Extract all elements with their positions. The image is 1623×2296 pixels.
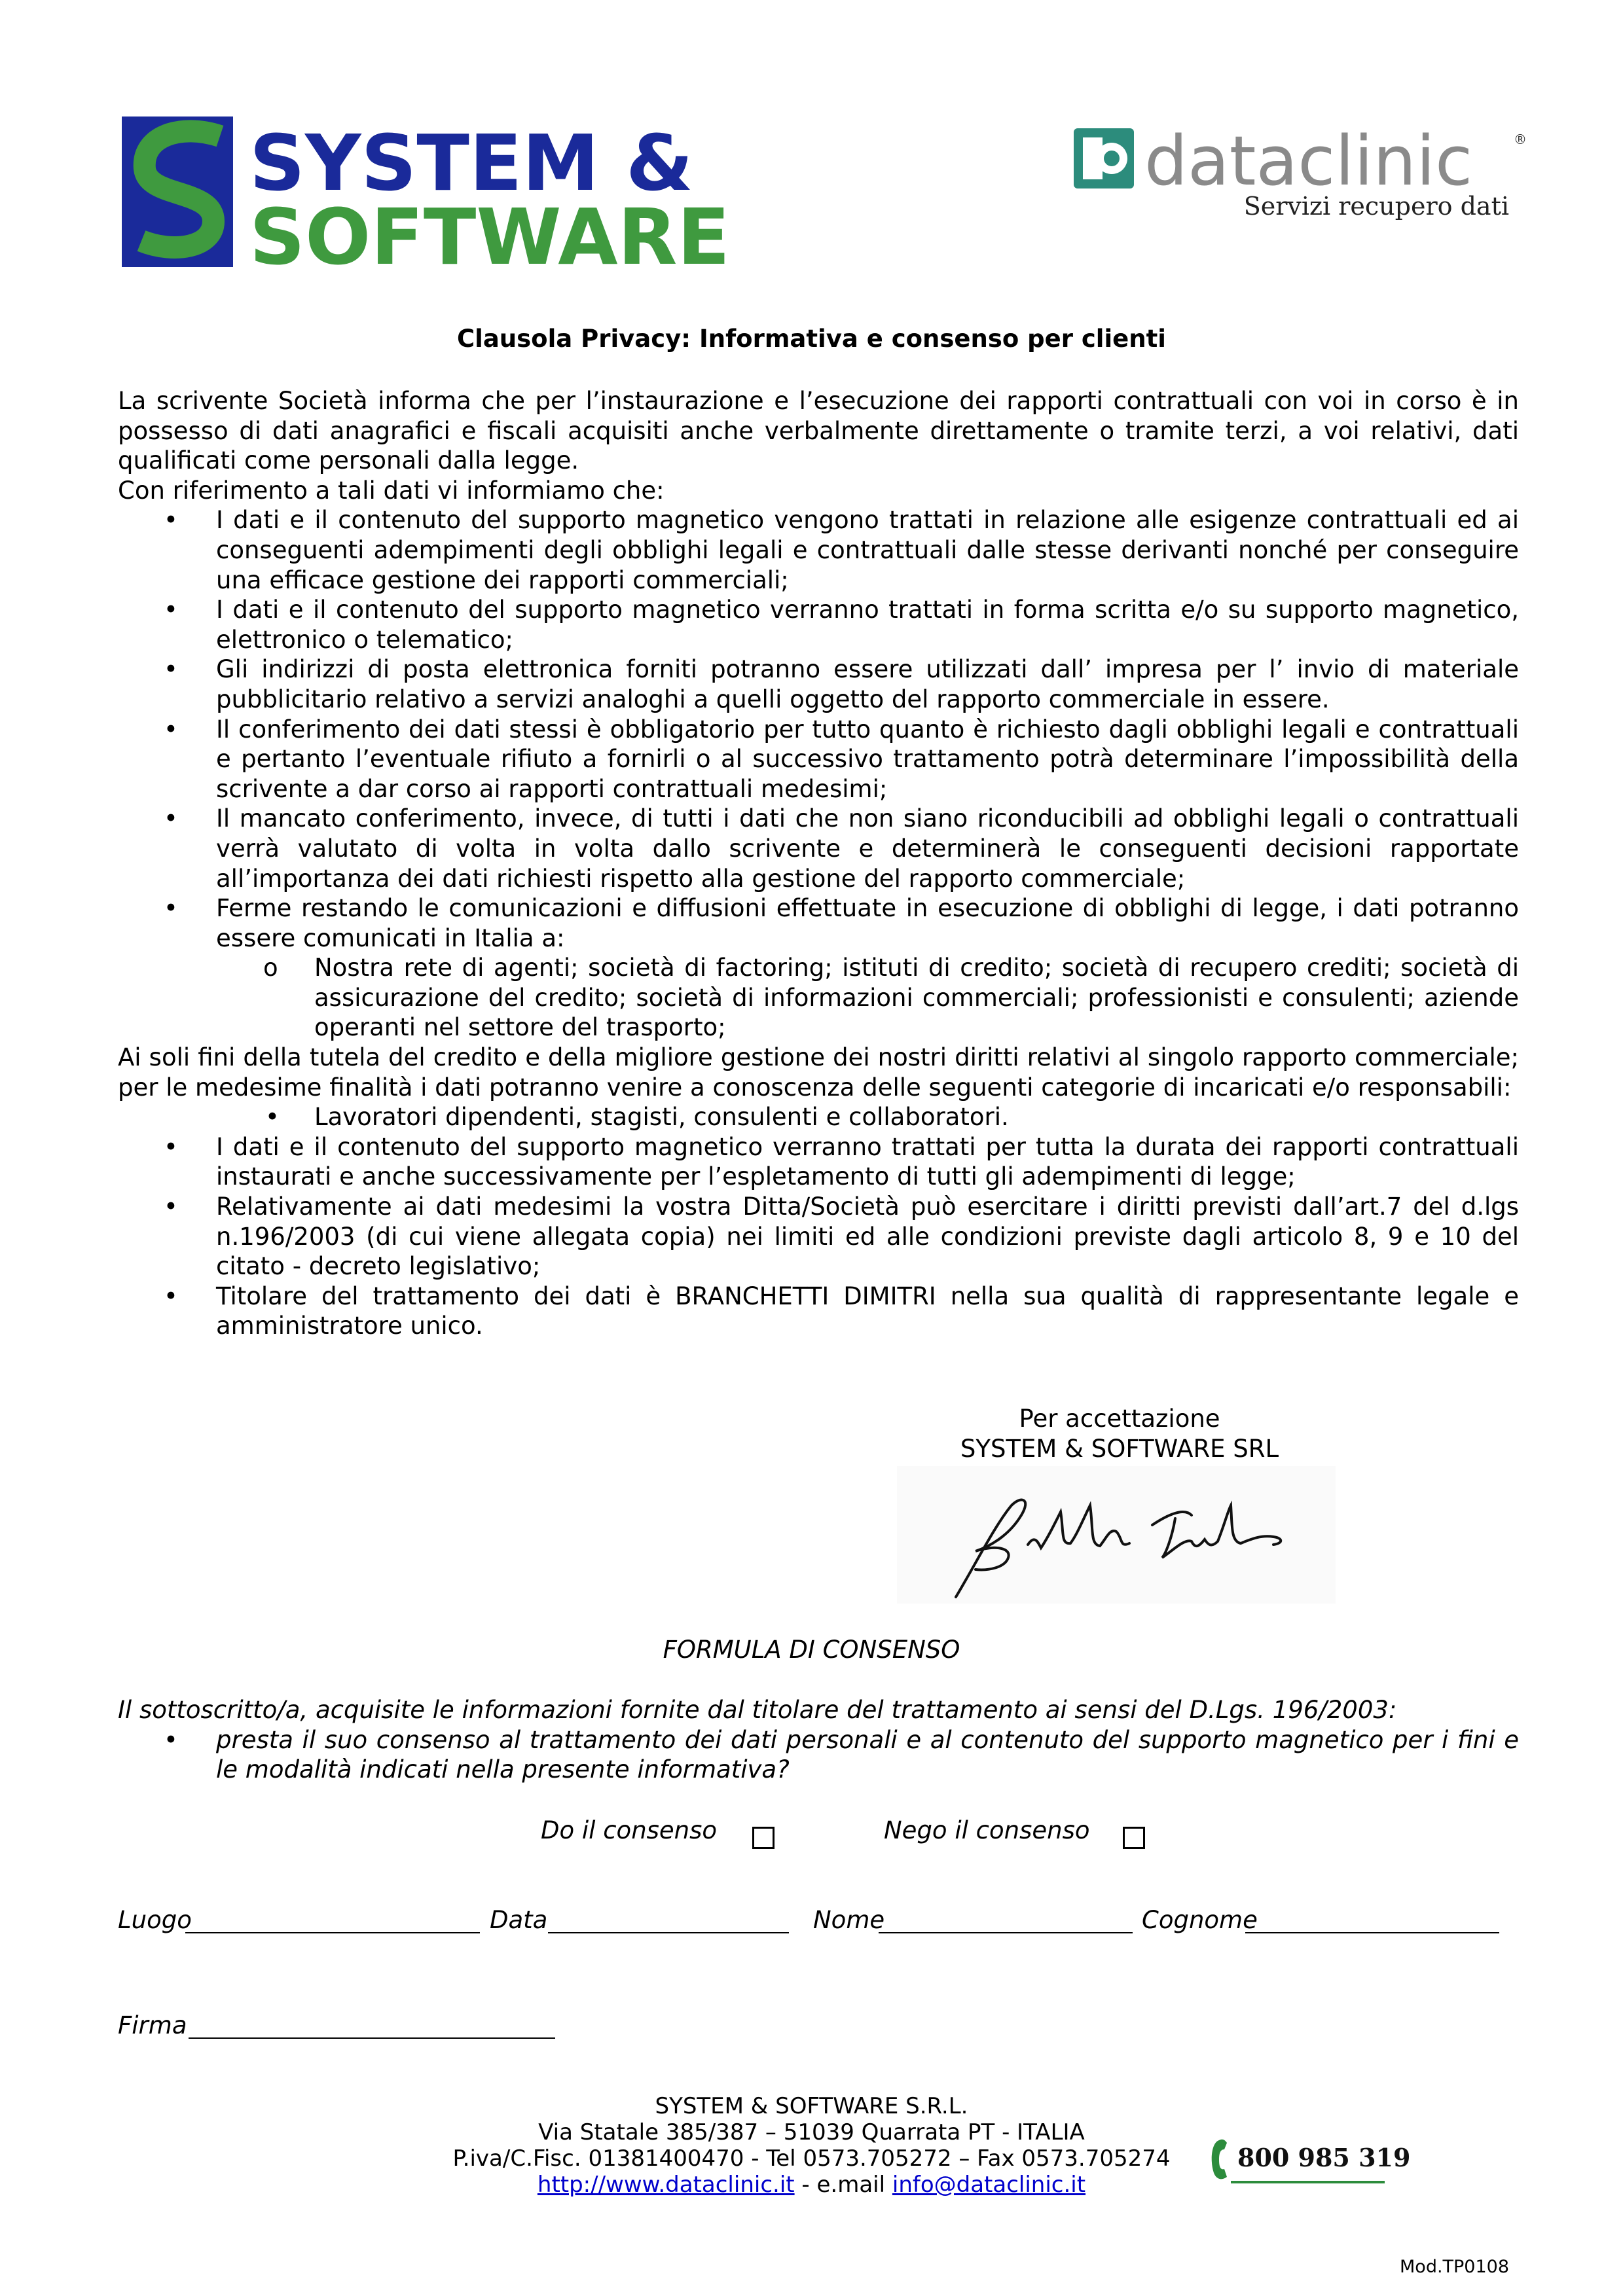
info-list-b: [118, 1132, 1519, 1341]
acceptance-line: Per accettazione: [1019, 1405, 1220, 1433]
form-code: Mod.TP0108: [1400, 2257, 1510, 2277]
footer-address: Via Statale 385/387 – 51039 Quarrata PT - ITALIA: [538, 2119, 1085, 2145]
list-item: • Titolare del trattamento dei dati è BRANCHETTI DIMITRI nella sua qualità di rappresentante legale e amministratore unico.: [164, 1282, 1519, 1340]
consent-intro: Il sottoscritto/a, acquisite le informazioni fornite dal titolare del trattamento ai sensi del D.Lgs. 196/2003:: [118, 1696, 1397, 1724]
bullet-icon: •: [265, 1103, 280, 1132]
categories-sublist: [118, 1102, 1519, 1132]
email-separator: - e.mail: [794, 2172, 892, 2198]
surname-label: Cognome: [1142, 1906, 1258, 1934]
registered-mark: ®: [1514, 132, 1527, 147]
date-label: Data: [490, 1906, 548, 1934]
footer-fiscal: P.iva/C.Fisc. 01381400470 - Tel 0573.705272 – Fax 0573.705274: [452, 2145, 1171, 2172]
bullet-icon: •: [164, 1282, 178, 1310]
document-body: [118, 386, 1519, 1341]
circle-bullet-icon: o: [263, 954, 278, 982]
dataclinic-logo: [1074, 121, 1527, 223]
recipients-sublist: [118, 953, 1519, 1043]
bullet-icon: •: [164, 715, 178, 744]
intro-paragraph: La scrivente Società informa che per l’instaurazione e l’esecuzione dei rapporti contrattuali con voi in corso è in possesso di dati anagrafici e fiscali acquisiti anche verbalmente direttamente o tramite terzi, a voi relativi, dati qualificati come personali dalla legge.: [118, 387, 1519, 475]
bullet-icon: •: [164, 1725, 178, 1754]
logo-line2: SOFTWARE: [249, 192, 731, 282]
deny-consent-label: Nego il consenso: [884, 1816, 1090, 1844]
list-item: • Il mancato conferimento, invece, di tutti i dati che non siano riconducibili ad obblighi legali o contrattuali verrà valutato di volta in volta dallo scrivente e determinerà le conseguenti decisioni rapportate all’importanza dei dati richiesti rispetto alla gestione del rapporto commerciale;: [164, 804, 1519, 893]
name-label: Nome: [813, 1906, 885, 1934]
deny-consent-checkbox[interactable]: [1123, 1827, 1145, 1849]
system-software-logo: [122, 117, 783, 293]
bullet-icon: •: [164, 1132, 178, 1161]
list-item: o Nostra rete di agenti; società di factoring; istituti di credito; società di recupero crediti; società di assicurazione del credito; società di informazioni commerciali; professionisti e consulenti; aziende operanti nel settore del trasporto;: [263, 954, 1519, 1042]
bullet-icon: •: [164, 804, 178, 833]
toll-free-number: 800 985 319: [1237, 2143, 1411, 2172]
consent-question: • presta il suo consenso al trattamento dei dati personali e al contenuto del supporto magnetico per i fini e le modalità indicati nella presente informativa?: [164, 1725, 1519, 1784]
list-item: • Il conferimento dei dati stessi è obbligatorio per tutto quanto è richiesto dagli obblighi legali e contrattuali e pertanto l’eventuale rifiuto a fornirli o al successivo trattamento potrà determinare l’impossibilità della scrivente a dar corso ai rapporti contrattuali medesimi;: [164, 715, 1519, 803]
date-field[interactable]: [548, 1931, 789, 1933]
list-item: • Ferme restando le comunicazioni e diffusioni effettuate in esecuzione di obblighi di legge, i dati potranno essere comunicati in Italia a:: [164, 894, 1519, 952]
surname-field[interactable]: [1245, 1931, 1499, 1933]
footer-company: SYSTEM & SOFTWARE S.R.L.: [655, 2093, 968, 2119]
list-item: • I dati e il contenuto del supporto magnetico vengono trattati in relazione alle esigenze contrattuali ed ai conseguenti adempimenti degli obblighi legali e contrattuali dalle stesse derivanti nonché per conseguire una efficace gestione dei rapporti commerciali;: [164, 506, 1519, 594]
dataclinic-name: dataclinic: [1144, 121, 1473, 201]
give-consent-label: Do il consenso: [541, 1816, 718, 1844]
intro-lead: Con riferimento a tali dati vi informiamo che:: [118, 476, 665, 505]
consent-block: [118, 1695, 1519, 1785]
consent-question-list: [118, 1725, 1519, 1785]
bullet-icon: •: [164, 655, 178, 684]
bullet-icon: •: [164, 506, 178, 535]
acceptance-block: [903, 1404, 1336, 1463]
consent-heading: FORMULA DI CONSENSO: [663, 1636, 960, 1664]
list-item: • Gli indirizzi di posta elettronica forniti potranno essere utilizzati dall’ impresa per l’ invio di materiale pubblicitario relativo a servizi analoghi a quelli oggetto del rapporto commerciale in essere.: [164, 655, 1519, 713]
signature-field[interactable]: [189, 2036, 555, 2039]
name-field[interactable]: [879, 1931, 1133, 1933]
acceptance-company: SYSTEM & SOFTWARE SRL: [960, 1434, 1279, 1463]
middle-paragraph: Ai soli fini della tutela del credito e della migliore gestione dei nostri diritti relativi al singolo rapporto commerciale; per le medesime finalità i dati potranno venire a conoscenza delle seguenti categorie di incaricati e/o responsabili:: [118, 1043, 1519, 1102]
bullet-icon: •: [164, 596, 178, 624]
list-item: • Relativamente ai dati medesimi la vostra Ditta/Società può esercitare i diritti previsti dall’art.7 del d.lgs n.196/2003 (di cui viene allegata copia) nei limiti ed alle condizioni previste dagli articolo 8, 9 e 10 del citato - decreto legislativo;: [164, 1193, 1519, 1281]
toll-free-badge: [1205, 2135, 1411, 2186]
list-item: • I dati e il contenuto del supporto magnetico verranno trattati in forma scritta e/o su supporto magnetico, elettronico o telematico;: [164, 596, 1519, 654]
signature-label: Firma: [118, 2011, 187, 2039]
bullet-icon: •: [164, 894, 178, 923]
list-item: • Lavoratori dipendenti, stagisti, consulenti e collaboratori.: [265, 1103, 1009, 1132]
document-title: Clausola Privacy: Informativa e consenso per clienti: [457, 325, 1166, 353]
handwritten-signature: [897, 1466, 1336, 1604]
phone-icon: [1212, 2140, 1227, 2179]
bullet-icon: •: [164, 1193, 178, 1221]
dataclinic-tagline: Servizi recupero dati: [1243, 192, 1509, 221]
logo-line1: SYSTEM &: [249, 118, 693, 208]
email-link[interactable]: info@dataclinic.it: [892, 2172, 1086, 2198]
give-consent-checkbox[interactable]: [752, 1827, 775, 1849]
website-link[interactable]: http://www.dataclinic.it: [537, 2172, 795, 2198]
list-item: • I dati e il contenuto del supporto magnetico verranno trattati per tutta la durata dei rapporti contrattuali instaurati e anche successivamente per l’espletamento di tutti gli adempimenti di legge;: [164, 1132, 1519, 1191]
info-list-a: [118, 505, 1519, 953]
place-label: Luogo: [118, 1906, 192, 1934]
place-field[interactable]: [185, 1931, 480, 1933]
